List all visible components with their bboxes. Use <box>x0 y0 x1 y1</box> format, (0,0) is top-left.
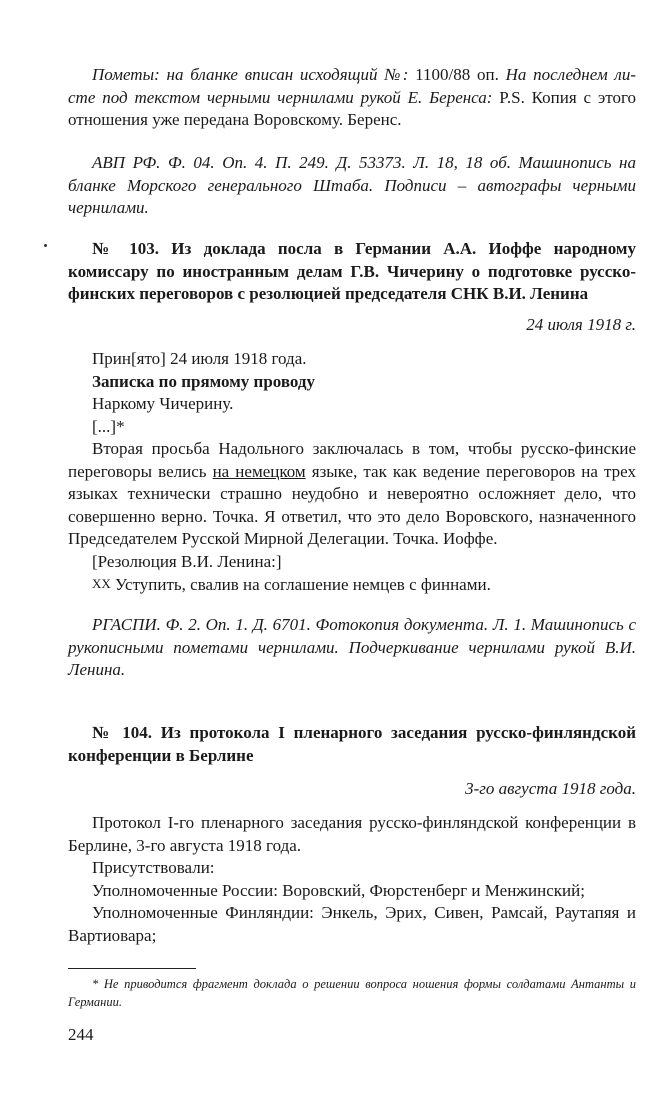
footnote-rule <box>68 968 196 969</box>
doc104-heading: № 104. Из протокола I пленарного заседания русско-финляндской конференции в Берлине <box>68 723 636 765</box>
doc103-text <box>68 438 636 551</box>
doc103-title: Записка по прямому проводу <box>92 371 316 391</box>
doc103-resolution-marks: XX <box>92 576 111 591</box>
top-note-paragraph <box>68 64 636 132</box>
doc104-paragraph-4: Уполномоченные Финляндии: Энкель, Эрих, Сивен, Рамсай, Раутапяя и Вартиовара; <box>68 903 636 945</box>
top-note <box>68 64 636 132</box>
top-note-italic-a: Пометы: на бланке вписан исходящий №: <box>92 65 409 84</box>
top-note-italic-c: сте под текстом черными чернилами рукой Е. Беренса: <box>68 87 493 107</box>
doc103-omission: [...]* <box>92 416 125 436</box>
doc103-addressee: Наркому Чичерину. <box>92 394 234 413</box>
doc103-body <box>68 348 636 597</box>
archive-reference-1: АВП РФ. Ф. 04. Оп. 4. П. 249. Д. 53373. Л. 18, 18 об. Машинопись на бланке Морского генерального Штаба. Подписи – автографы черными чернилами. <box>68 153 636 217</box>
doc103-received: Прин[ято] 24 июля 1918 года. <box>92 349 307 368</box>
top-note-regular-b: P.S. Копия с этого <box>492 87 636 107</box>
archive-reference-2: РГАСПИ. Ф. 2. Оп. 1. Д. 6701. Фотокопия документа. Л. 1. Машинопись с рукописными пометами чернилами. Подчеркивание чернилами рукой В.И. Ленина. <box>68 615 636 679</box>
page-number: 244 <box>68 1025 94 1044</box>
doc104-paragraph-1: Протокол I-го пленарного заседания русско-финляндской конференции в Берлине, 3-го августа 1918 года. <box>68 813 636 855</box>
top-note-regular-c: отношения уже передана Воровскому. Беренс. <box>68 110 402 129</box>
doc104-date: 3-го августа 1918 года. <box>465 779 636 798</box>
scan-speck <box>44 244 47 247</box>
doc103-resolution <box>68 573 636 597</box>
doc103-text-b: языке, так как ведение переговоров на трех языках технически страшно неудобно и невероятно осложняет дело, что совершенно верно. Точка. Я ответил, что это дело Воровского, назначенного Председателем Русской Мирной Делегации. Точка. Иоффе. <box>68 461 636 548</box>
doc104-body <box>68 812 636 947</box>
doc103-date: 24 июля 1918 г. <box>526 315 636 334</box>
doc103-resolution-text: Уступить, свалив на соглашение немцев с финнами. <box>110 575 491 594</box>
top-note-regular-a: 1100/88 оп. <box>408 65 499 84</box>
doc103-text-a: Вторая просьба Надольного заключалась в том, чтобы русско-финские переговоры велись <box>68 439 636 481</box>
doc103-heading: № 103. Из доклада посла в Германии А.А. Иоффе народному комиссару по иностранным делам Г.В. Чичерину о подготовке русско-финских переговоров с резолюцией председателя СНК В.И. Ленина <box>68 239 636 303</box>
top-note-italic-b: На последнем ли- <box>498 65 637 84</box>
doc103-resolution-label: [Резолюция В.И. Ленина:] <box>92 551 282 571</box>
doc103-underlined-phrase: на немецком <box>212 461 306 481</box>
doc104-paragraph-2: Присутствовали: <box>92 858 215 877</box>
footnote: * Не приводится фрагмент доклада о решении вопроса ношения формы солдатами Антанты и Германии. <box>68 977 636 1009</box>
doc104-paragraph-3: Уполномоченные России: Воровский, Фюрстенберг и Менжинский; <box>92 880 585 900</box>
